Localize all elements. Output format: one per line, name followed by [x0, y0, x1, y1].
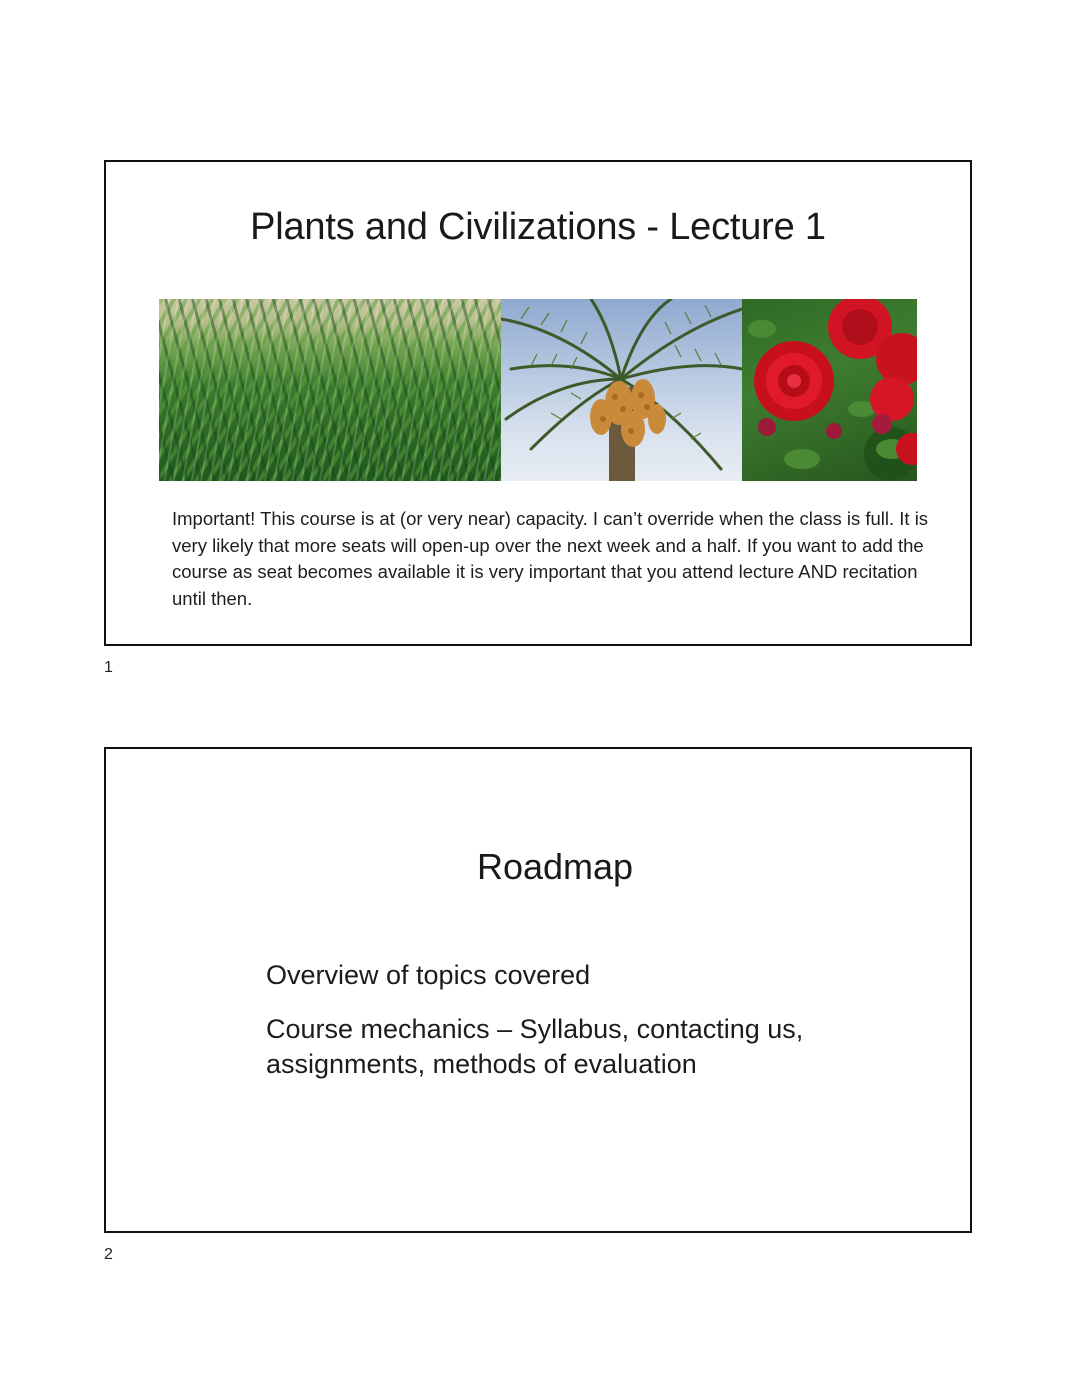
slide-title: Plants and Civilizations - Lecture 1: [250, 206, 826, 248]
slide-title: Roadmap: [476, 846, 634, 887]
date-palm-photo: [501, 299, 742, 481]
roadmap-list: [266, 958, 866, 1101]
capacity-notice: Important! This course is at (or very near) capacity. I can’t override when the class is full. It is very likely that more seats will open-up over the next week and a half. If you want to add the course as seat becomes available it is very important that you attend lecture AND recitation until then.: [172, 508, 929, 609]
list-item: Course mechanics – Syllabus, contacting us, assignments, methods of evaluation: [266, 1014, 804, 1079]
date-palm-illustration: [501, 299, 742, 481]
slide-number: 1: [104, 659, 113, 676]
slide-1: [104, 160, 972, 646]
roses-illustration: [742, 299, 917, 481]
slide-2: [104, 747, 972, 1233]
slide-number: 2: [104, 1246, 113, 1263]
red-roses-photo: [742, 299, 917, 481]
corn-field-photo: [159, 299, 501, 481]
photo-strip: [159, 299, 917, 481]
list-item: Overview of topics covered: [266, 960, 591, 990]
